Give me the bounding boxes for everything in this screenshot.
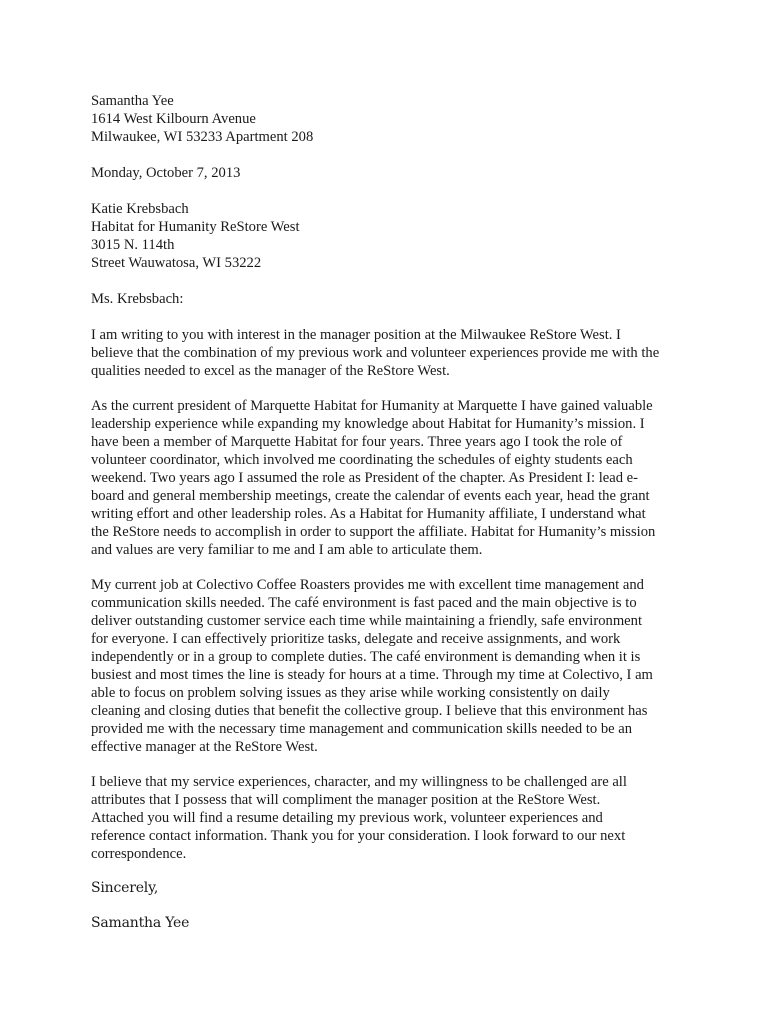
closing <box>91 879 691 897</box>
salutation-text: Ms. Krebsbach: <box>91 291 184 307</box>
paragraph-4 <box>91 773 691 863</box>
paragraph-line: Attached you will find a resume detailing my previous work, volunteer experiences and <box>91 810 603 826</box>
paragraph-line: communication skills needed. The café environment is fast paced and the main objective is to <box>91 595 637 611</box>
paragraph-line: effective manager at the ReStore West. <box>91 739 318 755</box>
recipient-name: Katie Krebsbach <box>91 201 189 217</box>
sender-name: Samantha Yee <box>91 93 174 109</box>
paragraph-line: attributes that I possess that will compliment the manager position at the ReStore West. <box>91 792 601 808</box>
signature-name: Samantha Yee <box>91 915 190 931</box>
paragraph-line: believe that the combination of my previous work and volunteer experiences provide me with the <box>91 345 660 361</box>
paragraph-line: the ReStore needs to accomplish in order to support the affiliate. Habitat for Humanity’s mission <box>91 524 656 540</box>
paragraph-line: for everyone. I can effectively prioritize tasks, delegate and receive assignments, and work <box>91 631 621 647</box>
paragraph-1 <box>91 326 691 380</box>
paragraph-line: writing effort and other leadership roles. As a Habitat for Humanity affiliate, I understand what <box>91 506 646 522</box>
signature <box>91 914 691 932</box>
paragraph-line: weekend. Two years ago I assumed the role as President of the chapter. As President I: lead e- <box>91 470 639 486</box>
recipient-street: 3015 N. 114th <box>91 237 175 253</box>
paragraph-line: correspondence. <box>91 846 187 862</box>
letter-date <box>91 164 691 182</box>
sender-city-line: Milwaukee, WI 53233 Apartment 208 <box>91 129 314 145</box>
paragraph-line: and values are very familiar to me and I am able to articulate them. <box>91 542 483 558</box>
salutation <box>91 290 691 308</box>
closing-text: Sincerely, <box>91 880 159 896</box>
paragraph-line: independently or in a group to complete duties. The café environment is demanding when it is <box>91 649 641 665</box>
paragraph-line: board and general membership meetings, create the calendar of events each year, head the grant <box>91 488 650 504</box>
recipient-organization: Habitat for Humanity ReStore West <box>91 219 300 235</box>
recipient-city-line: Street Wauwatosa, WI 53222 <box>91 255 262 271</box>
paragraph-line: qualities needed to excel as the manager of the ReStore West. <box>91 363 450 379</box>
paragraph-line: As the current president of Marquette Habitat for Humanity at Marquette I have gained valuable <box>91 398 653 414</box>
paragraph-line: I believe that my service experiences, character, and my willingness to be challenged are all <box>91 774 627 790</box>
date-text: Monday, October 7, 2013 <box>91 165 241 181</box>
paragraph-line: reference contact information. Thank you for your consideration. I look forward to our next <box>91 828 626 844</box>
paragraph-line: deliver outstanding customer service each time while maintaining a friendly, safe environment <box>91 613 642 629</box>
paragraph-line: volunteer coordinator, which involved me coordinating the schedules of eighty students each <box>91 452 633 468</box>
paragraph-line: able to focus on problem solving issues as they arise while working consistently on daily <box>91 685 610 701</box>
paragraph-line: cleaning and closing duties that benefit the collective group. I believe that this environment has <box>91 703 648 719</box>
paragraph-line: busiest and most times the line is steady for hours at a time. Through my time at Colectivo, I am <box>91 667 653 683</box>
sender-address <box>91 92 691 146</box>
paragraph-line: leadership experience while expanding my knowledge about Habitat for Humanity’s mission. I <box>91 416 645 432</box>
paragraph-line: My current job at Colectivo Coffee Roasters provides me with excellent time management and <box>91 577 644 593</box>
paragraph-3 <box>91 576 691 756</box>
paragraph-line: provided me with the necessary time management and communication skills needed to be an <box>91 721 633 737</box>
paragraph-line: I am writing to you with interest in the manager position at the Milwaukee ReStore West. I <box>91 327 621 343</box>
paragraph-line: have been a member of Marquette Habitat for four years. Three years ago I took the role of <box>91 434 623 450</box>
recipient-address <box>91 200 691 272</box>
sender-street: 1614 West Kilbourn Avenue <box>91 111 256 127</box>
paragraph-2 <box>91 397 691 559</box>
